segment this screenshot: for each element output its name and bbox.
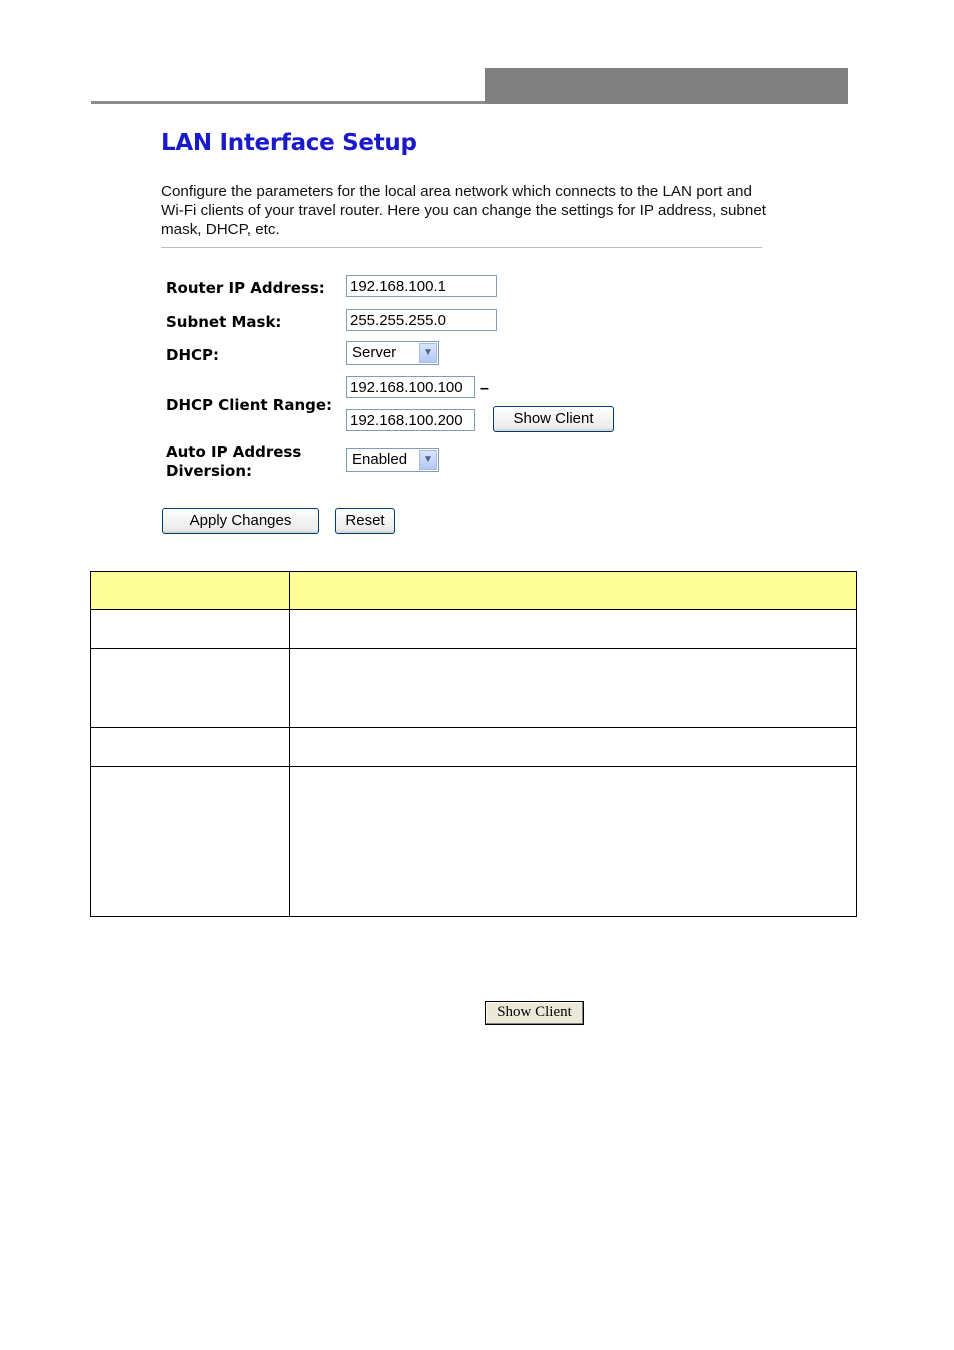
header-line	[91, 101, 485, 104]
page-title: LAN Interface Setup	[161, 130, 417, 156]
subnet-mask-label: Subnet Mask:	[166, 313, 282, 331]
table-row	[91, 767, 857, 917]
dhcp-range-end-input[interactable]: 192.168.100.200	[346, 409, 475, 431]
auto-ip-label-line1: Auto IP Address	[166, 443, 302, 461]
table-row	[91, 610, 857, 649]
table-cell	[290, 728, 857, 767]
table-cell	[91, 649, 290, 728]
header-bar	[485, 68, 848, 104]
table-row	[91, 649, 857, 728]
auto-ip-label-line2: Diversion:	[166, 462, 252, 480]
divider	[161, 247, 762, 248]
table-row	[91, 728, 857, 767]
router-ip-label: Router IP Address:	[166, 279, 325, 297]
show-client-button[interactable]: Show Client	[493, 406, 614, 432]
table-header-row	[91, 572, 857, 610]
auto-ip-label	[166, 443, 301, 481]
dhcp-label: DHCP:	[166, 346, 220, 364]
dhcp-range-start-input[interactable]: 192.168.100.100	[346, 376, 475, 398]
table-header-cell	[290, 572, 857, 610]
reset-button[interactable]: Reset	[335, 508, 395, 534]
subnet-mask-input[interactable]: 255.255.255.0	[346, 309, 497, 331]
table-header-cell	[91, 572, 290, 610]
chevron-down-icon[interactable]: ▼	[419, 343, 437, 363]
range-separator: –	[480, 380, 489, 397]
description-table	[90, 571, 857, 917]
auto-ip-selected-value: Enabled	[352, 451, 408, 468]
table-cell	[290, 610, 857, 649]
apply-changes-button[interactable]: Apply Changes	[162, 508, 319, 534]
table-cell	[91, 767, 290, 917]
table-cell	[91, 728, 290, 767]
dhcp-selected-value: Server	[352, 344, 397, 361]
dhcp-select[interactable]	[346, 341, 439, 365]
table-cell	[290, 649, 857, 728]
show-client-button-image: Show Client	[485, 1001, 584, 1025]
intro-text: Configure the parameters for the local area network which connects to the LAN port and Wi-Fi clients of your travel router. Here you can change the settings for IP address, subnet mask, DHCP, etc.	[161, 183, 766, 238]
chevron-down-icon[interactable]: ▼	[419, 450, 437, 470]
auto-ip-select[interactable]	[346, 448, 439, 472]
dhcp-range-label: DHCP Client Range:	[166, 396, 333, 414]
table-cell	[290, 767, 857, 917]
router-ip-input[interactable]: 192.168.100.1	[346, 275, 497, 297]
table-cell	[91, 610, 290, 649]
